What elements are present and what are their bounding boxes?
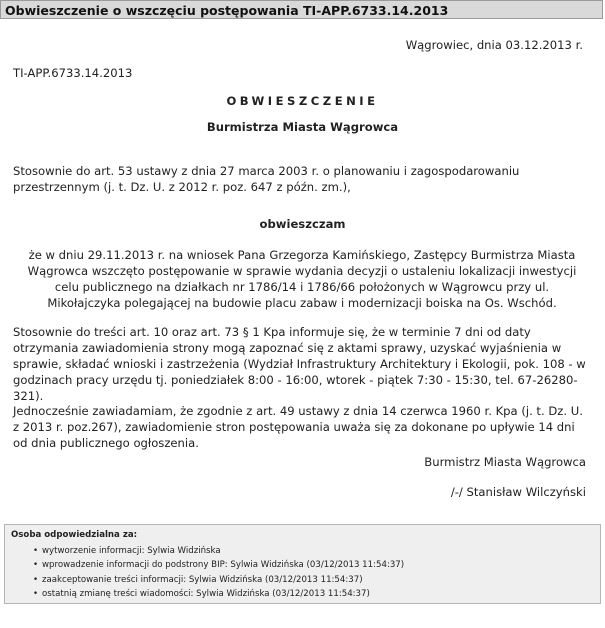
bullet-icon: • — [33, 560, 39, 570]
document-date: Wągrowiec, dnia 03.12.2013 r. — [405, 38, 583, 52]
responsibility-box — [4, 524, 601, 604]
list-item — [33, 558, 594, 573]
list-item — [33, 544, 594, 559]
responsibility-list — [11, 544, 594, 602]
list-item — [33, 587, 594, 602]
legal-basis-paragraph: Stosownie do art. 53 ustawy z dnia 27 marca 2003 r. o planowaniu i zagospodarowaniu przestrzennym (j. t. Dz. U. z 2012 r. poz. 647 z późn. zm.), — [13, 164, 520, 194]
document-heading: OBWIESZCZENIE — [226, 94, 379, 108]
responsibility-title: Osoba odpowiedzialna za: — [11, 530, 138, 540]
list-item-text: ostatnią zmianę treści wiadomości: Sylwia Widzińska (03/12/2013 11:54:37) — [42, 589, 370, 599]
list-item-text: wprowadzenie informacji do podstrony BIP: Sylwia Widzińska (03/12/2013 11:54:37) — [42, 560, 405, 570]
notification-paragraph: Jednocześnie zawiadamiam, że zgodnie z art. 49 ustawy z dnia 14 czerwca 1960 r. Kpa (j. t. Dz. U. z 2013 r. poz.267), zawiadomienie stron postępowania uważa się za dokonane po upływie 14 dni od dnia publicznego ogłoszenia. — [13, 404, 583, 450]
bullet-icon: • — [33, 589, 39, 599]
signature-title: Burmistrz Miasta Wągrowca — [424, 455, 586, 469]
proceedings-paragraph: że w dniu 29.11.2013 r. na wniosek Pana Grzegorza Kamińskiego, Zastępcy Burmistrza Miasta Wągrowca wszczęto postępowanie w sprawie wydania decyzji o ustaleniu lokalizacji inwestycji celu publicznego na działkach nr 1786/14 i 1786/66 położonych w Wągrowcu przy ul. Mikołajczyka polegającej na budowie placu zabaw i modernizacji boiska na Os. Wschód. — [27, 248, 577, 310]
announce-heading: obwieszczam — [259, 217, 346, 231]
list-item-text: zaakceptowanie treści informacji: Sylwia Widzińska (03/12/2013 11:54:37) — [42, 574, 363, 585]
reference-number: TI-APP.6733.14.2013 — [13, 66, 133, 80]
rights-paragraph: Stosownie do treści art. 10 oraz art. 73 § 1 Kpa informuje się, że w terminie 7 dni od daty otrzymania zawiadomienia strony mogą zapoznać się z aktami sprawy, uzyskać wyjaśnienia w sprawie, składać wnioski i zastrzeżenia (Wydział Infrastruktury Architektury i Ekologii, pok. 108 - w godzinach pracy urzędu tj. poniedziałek 8:00 - 16:00, wtorek - piątek 7:30 - 15:30, tel. 67-26280-321). — [13, 325, 586, 403]
bullet-icon: • — [33, 545, 39, 556]
page-title: Obwieszczenie o wszczęciu postępowania TI-APP.6733.14.2013 — [0, 0, 603, 19]
list-item — [33, 573, 594, 588]
bullet-icon: • — [33, 574, 39, 585]
list-item-text: wytworzenie informacji: Sylwia Widzińska — [42, 545, 221, 556]
signature-name: /-/ Stanisław Wilczyński — [450, 485, 586, 499]
issuer-heading: Burmistrza Miasta Wągrowca — [206, 120, 399, 134]
